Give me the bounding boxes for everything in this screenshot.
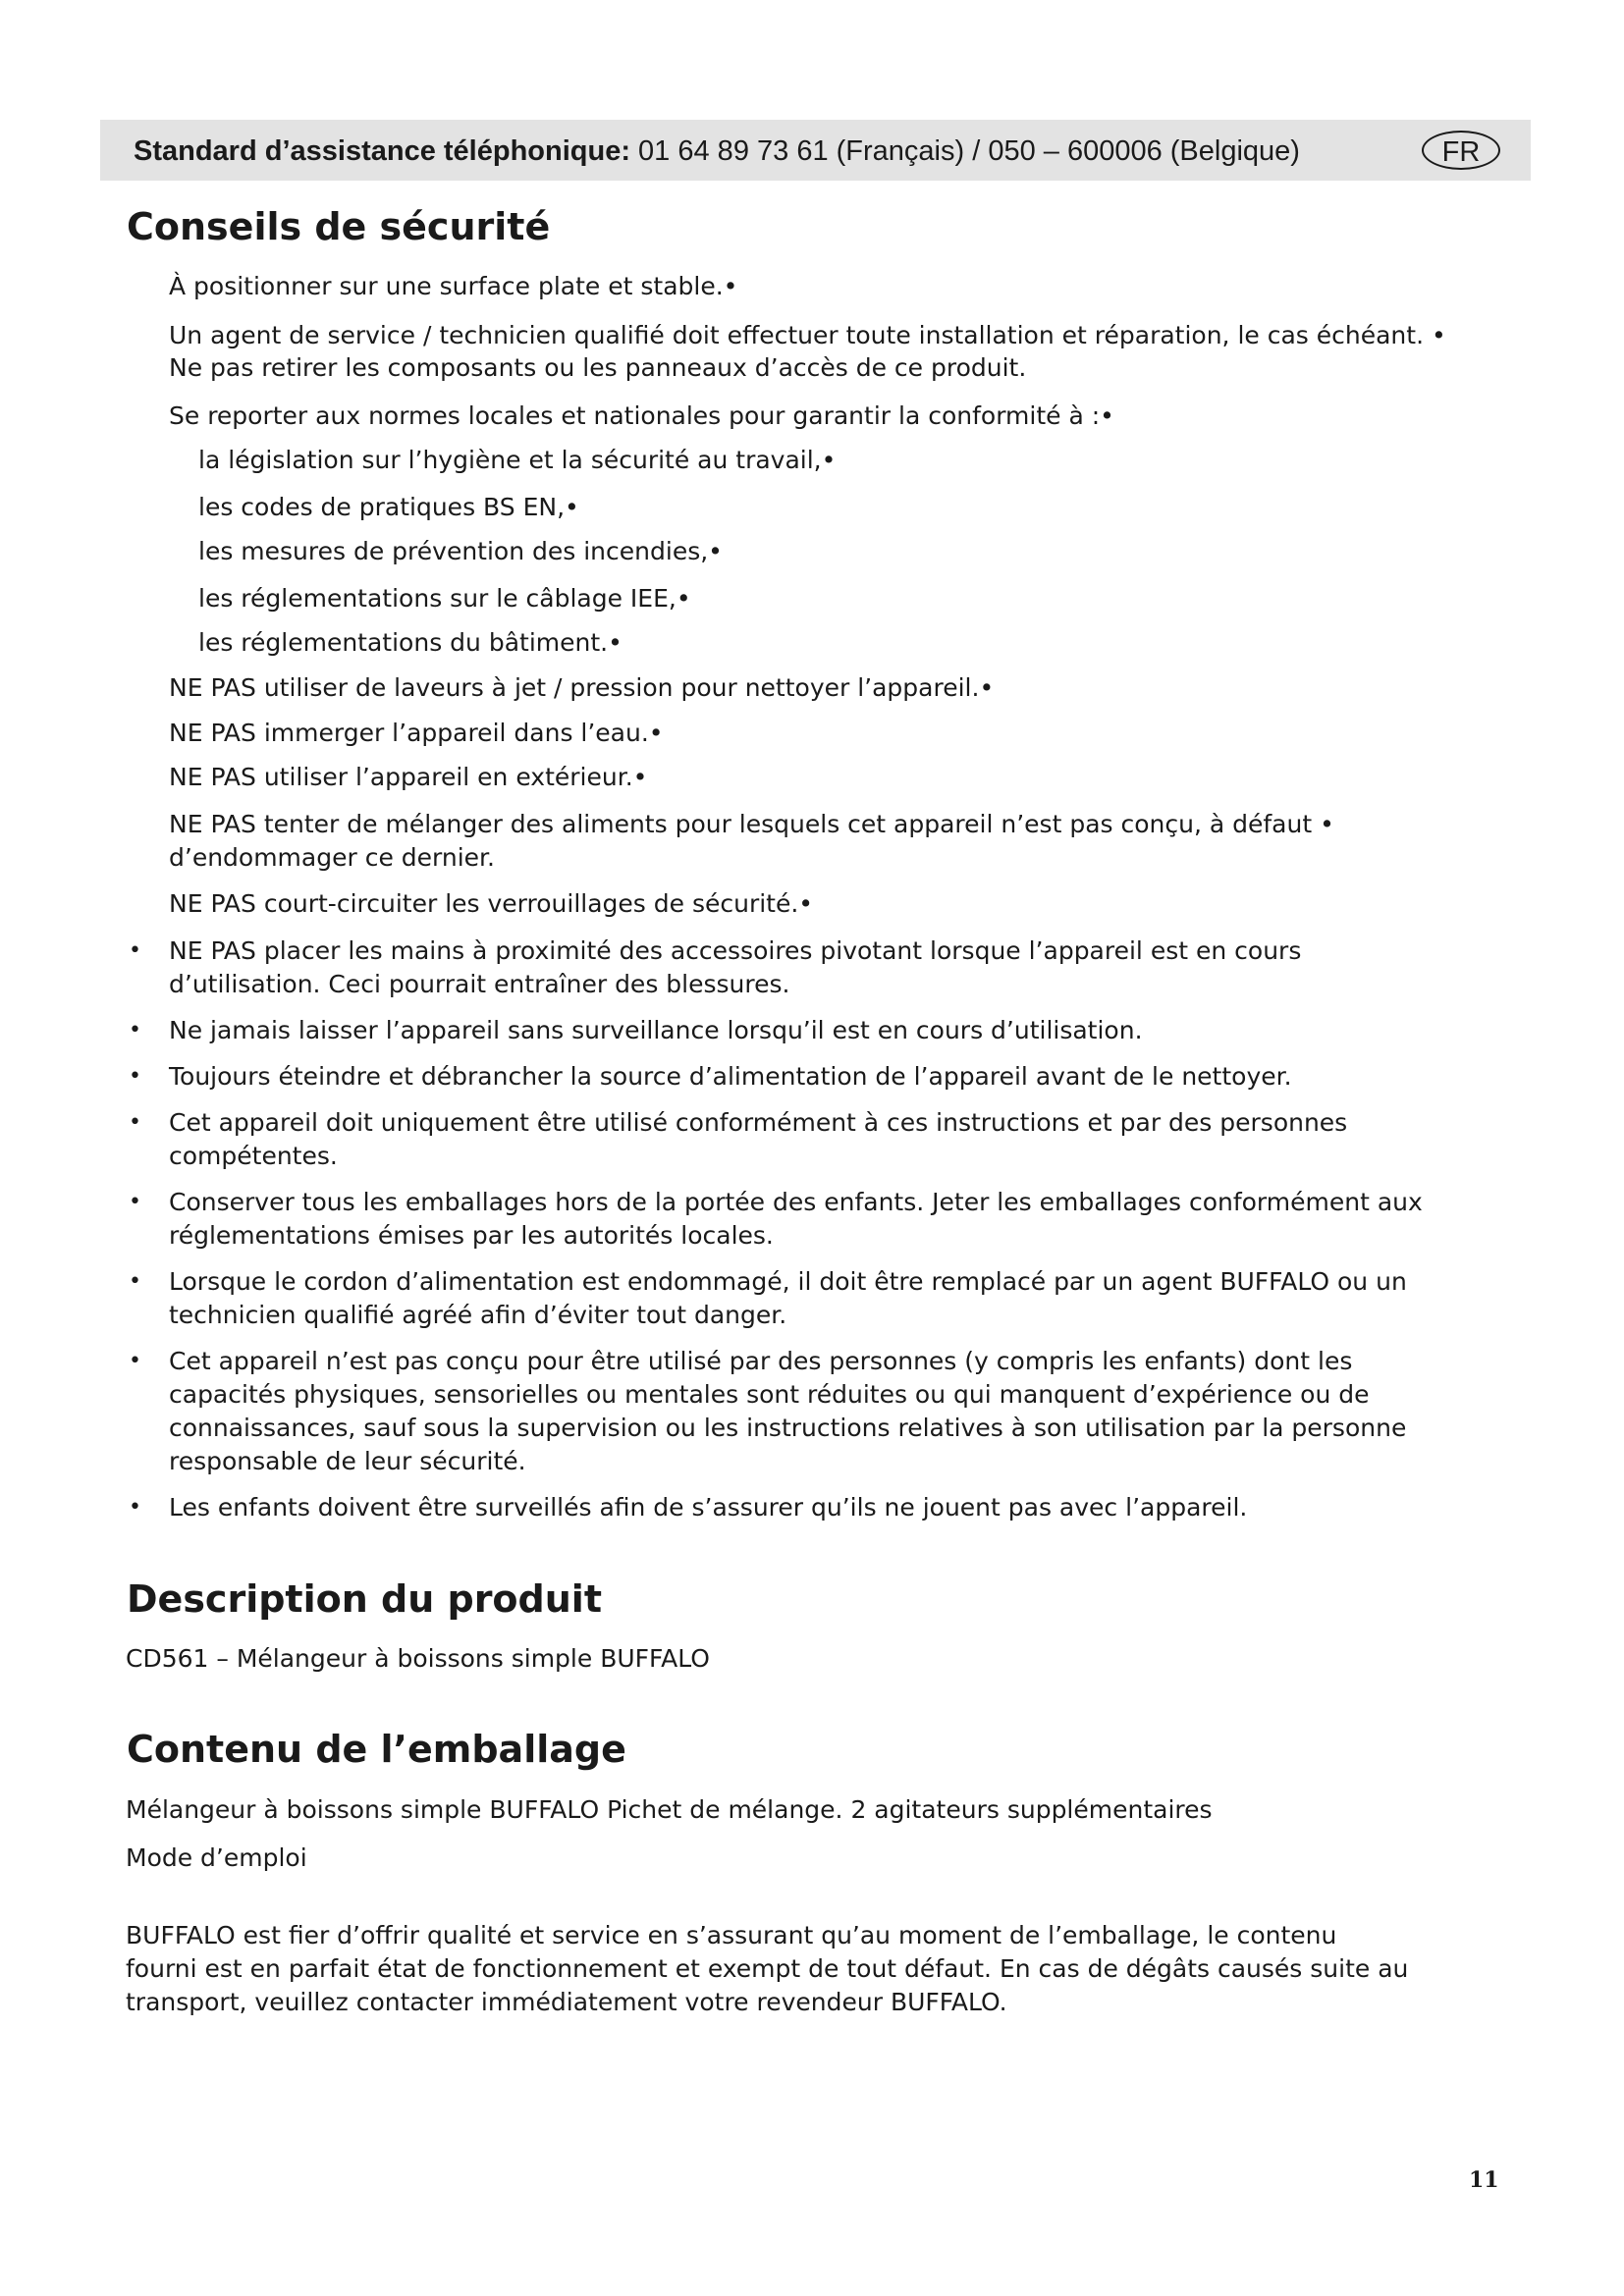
bullet-text: réglementations émises par les autorités locales. (169, 1221, 774, 1250)
description-title: Description du produit (127, 1577, 602, 1621)
bullet-text: Toujours éteindre et débrancher la source d’alimentation de l’appareil avant de le nettoyer. (169, 1062, 1292, 1091)
description-text: CD561 – Mélangeur à boissons simple BUFFALO (126, 1644, 710, 1673)
safety-line: NE PAS immerger l’appareil dans l’eau.• (169, 719, 664, 747)
page-number: 11 (1469, 2167, 1499, 2193)
safety-subline: la législation sur l’hygiène et la sécurité au travail,• (198, 446, 837, 474)
safety-subline: les réglementations du bâtiment.• (198, 628, 623, 657)
bullet-text: Conserver tous les emballages hors de la portée des enfants. Jeter les emballages conformément aux (169, 1188, 1423, 1216)
safety-line: NE PAS court-circuiter les verrouillages de sécurité.• (169, 889, 814, 918)
support-phone-numbers: 01 64 89 73 61 (Français) / 050 – 600006 (Belgique) (630, 135, 1300, 167)
bullet-dot: • (129, 1018, 141, 1042)
bullet-text: technicien qualifié agréé afin d’éviter tout danger. (169, 1301, 787, 1329)
contents-line: Mélangeur à boissons simple BUFFALO Pichet de mélange. 2 agitateurs supplémentaires (126, 1795, 1213, 1824)
safety-subline: les mesures de prévention des incendies,• (198, 537, 723, 565)
safety-subline: les réglementations sur le câblage IEE,• (198, 584, 691, 613)
language-badge: FR (1422, 131, 1500, 170)
bullet-dot: • (129, 938, 141, 963)
safety-line: NE PAS tenter de mélanger des aliments pour lesquels cet appareil n’est pas conçu, à défaut • (169, 810, 1334, 838)
bullet-dot: • (129, 1190, 141, 1214)
contents-title: Contenu de l’emballage (127, 1728, 626, 1771)
bullet-text: compétentes. (169, 1142, 338, 1170)
bullet-text: capacités physiques, sensorielles ou mentales sont réduites ou qui manquent d’expérience ou de (169, 1380, 1370, 1409)
closing-paragraph-line: BUFFALO est fier d’offrir qualité et service en s’assurant qu’au moment de l’emballage, le contenu (126, 1921, 1337, 1949)
bullet-dot: • (129, 1064, 141, 1089)
safety-line: NE PAS utiliser de laveurs à jet / pression pour nettoyer l’appareil.• (169, 673, 995, 702)
safety-line: À positionner sur une surface plate et stable.• (169, 272, 738, 300)
bullet-text: Lorsque le cordon d’alimentation est endommagé, il doit être remplacé par un agent BUFFALO ou un (169, 1267, 1407, 1296)
bullet-text: responsable de leur sécurité. (169, 1447, 526, 1475)
safety-line: Se reporter aux normes locales et nationales pour garantir la conformité à :• (169, 401, 1114, 430)
closing-paragraph-line: transport, veuillez contacter immédiatement votre revendeur BUFFALO. (126, 1988, 1007, 2016)
bullet-dot: • (129, 1495, 141, 1520)
bullet-text: NE PAS placer les mains à proximité des accessoires pivotant lorsque l’appareil est en cours (169, 936, 1302, 965)
support-label: Standard d’assistance téléphonique: (134, 135, 630, 167)
safety-line: NE PAS utiliser l’appareil en extérieur.• (169, 763, 648, 791)
safety-subline: les codes de pratiques BS EN,• (198, 493, 579, 521)
bullet-text: d’utilisation. Ceci pourrait entraîner des blessures. (169, 970, 790, 998)
support-phone-line (134, 134, 1300, 168)
bullet-text: connaissances, sauf sous la supervision ou les instructions relatives à son utilisation par la personne (169, 1414, 1407, 1442)
bullet-text: Ne jamais laisser l’appareil sans surveillance lorsqu’il est en cours d’utilisation. (169, 1016, 1143, 1044)
safety-line: Ne pas retirer les composants ou les panneaux d’accès de ce produit. (169, 353, 1027, 382)
bullet-dot: • (129, 1349, 141, 1373)
bullet-text: Cet appareil n’est pas conçu pour être utilisé par des personnes (y compris les enfants) dont les (169, 1347, 1353, 1375)
closing-paragraph-line: fourni est en parfait état de fonctionnement et exempt de tout défaut. En cas de dégâts causés suite au (126, 1954, 1409, 1983)
safety-title: Conseils de sécurité (127, 205, 551, 248)
safety-line: d’endommager ce dernier. (169, 843, 495, 872)
contents-line: Mode d’emploi (126, 1843, 307, 1872)
bullet-dot: • (129, 1269, 141, 1294)
bullet-text: Cet appareil doit uniquement être utilisé conformément à ces instructions et par des personnes (169, 1108, 1348, 1137)
safety-line: Un agent de service / technicien qualifié doit effectuer toute installation et réparation, le cas échéant. • (169, 321, 1446, 349)
bullet-dot: • (129, 1110, 141, 1135)
bullet-text: Les enfants doivent être surveillés afin de s’assurer qu’ils ne jouent pas avec l’appareil. (169, 1493, 1248, 1522)
